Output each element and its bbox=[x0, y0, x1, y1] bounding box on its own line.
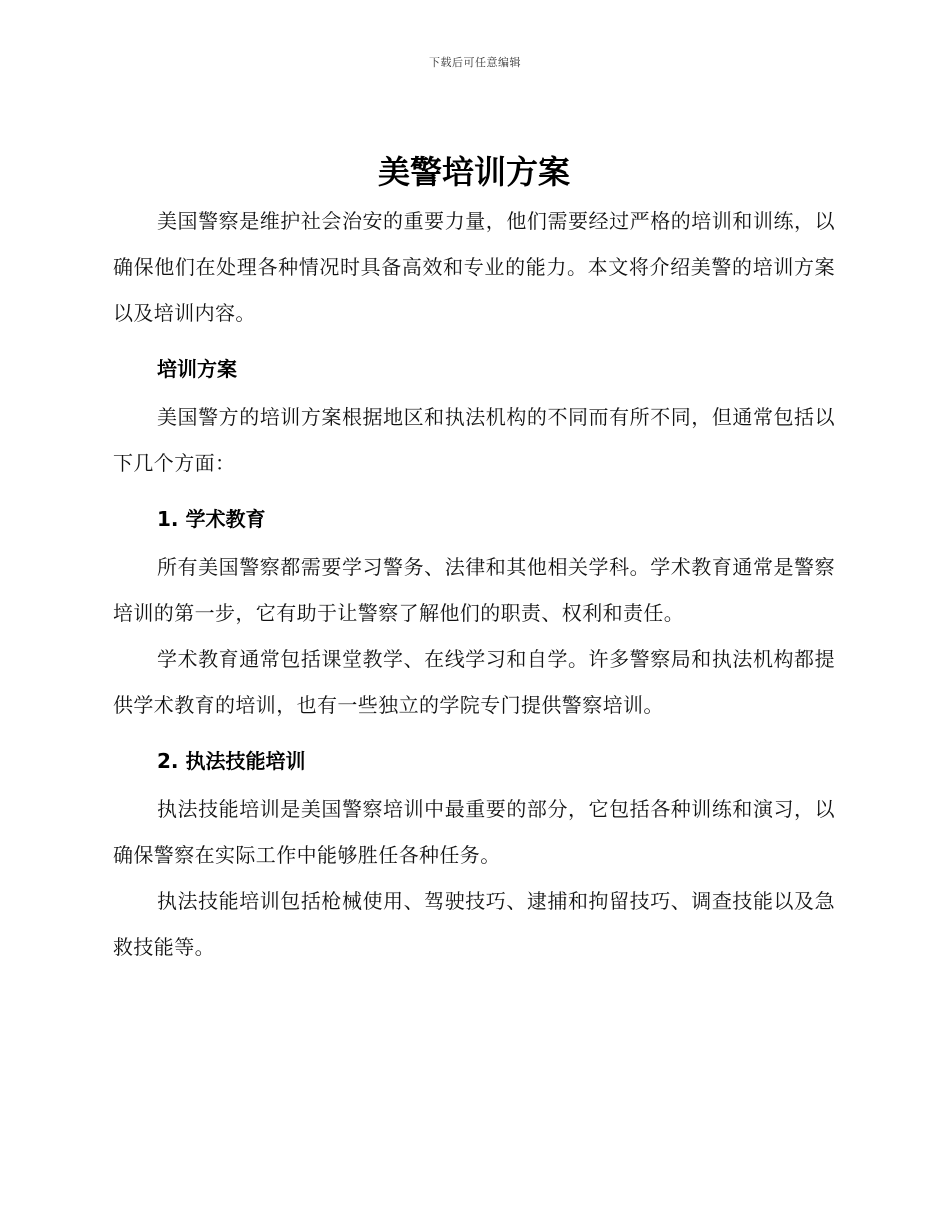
skills-paragraph-1: 执法技能培训是美国警察培训中最重要的部分，它包括各种训练和演习，以确保警察在实际工作中能够胜任各种任务。 bbox=[113, 797, 835, 867]
skills-paragraph-2: 执法技能培训包括枪械使用、驾驶技巧、逮捕和拘留技巧、调查技能以及急救技能等。 bbox=[113, 889, 835, 959]
training-plan-paragraph: 美国警方的培训方案根据地区和执法机构的不同而有所不同，但通常包括以下几个方面： bbox=[113, 405, 835, 475]
document-title: 美警培训方案 bbox=[377, 153, 570, 191]
header-note: 下载后可任意编辑 bbox=[429, 56, 521, 69]
document-body bbox=[113, 148, 835, 970]
section-heading-training-plan: 培训方案 bbox=[157, 357, 237, 381]
intro-paragraph: 美国警察是维护社会治安的重要力量，他们需要经过严格的培训和训练，以确保他们在处理各种情况时具备高效和专业的能力。本文将介绍美警的培训方案以及培训内容。 bbox=[113, 209, 835, 325]
section-heading-law-enforcement-skills: 2. 执法技能培训 bbox=[157, 749, 306, 773]
academic-paragraph-2: 学术教育通常包括课堂教学、在线学习和自学。许多警察局和执法机构都提供学术教育的培训，也有一些独立的学院专门提供警察培训。 bbox=[113, 647, 835, 717]
academic-paragraph-1: 所有美国警察都需要学习警务、法律和其他相关学科。学术教育通常是警察培训的第一步，它有助于让警察了解他们的职责、权利和责任。 bbox=[113, 555, 835, 625]
section-heading-academic-education: 1. 学术教育 bbox=[157, 507, 266, 531]
